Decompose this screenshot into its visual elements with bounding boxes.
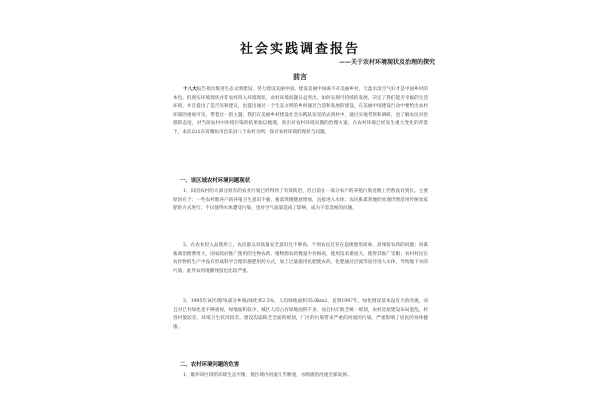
preface-paragraph: [173, 86, 428, 138]
paragraph-2: 2、在农业投入品使用上，农民群众对质量安全意识还不够高，个别农民还存在违规使用高毒、高残留农药的问题；肉禽畜禽治理费用大，国家政府推广使用的生物农药、植物源农药数量少价格高，使用技术难度大，使得其推广受限；农村村民在农作物的生产中没有形成科学合理的施肥用药方式，加上过量施用化肥使农药、化肥通过径流等途径进入水体，导致地下水的污染，此外农用地膜残留也比较严重。: [173, 243, 428, 274]
document-page: [165, 0, 435, 400]
preface-lead: 十八大: [183, 87, 197, 92]
preface-text: 报告指出推进生态文明建设，努力建设美丽中国。建设美丽中国离不开美丽乡村，天蓝水清空气好才是中国乡村的本色。但现实环境现状并非农村四入环境现状。农村环境问题日益突出，如何实现可持续的发展，决定了我们能否幸福的生活环境，并且提出了是否见和建议，也提出通过一个生态文明的乡村通过合适和发展的建设，在美丽中国建设行动中要给出农村环境的重视可见，带着这一的主题，我们在美丽乡村建设社会实践队伍里的去到村中，通过实地考察和调研，也了解农民对治理的态度，对当前农村中环境污染的结果加以梳理，查出对农村环境问题的治理方案，在农村环境已经发生重大变化的背景下，本次以山东省潍坊市昌乐县八个农村为例，探讨农村环境的现状与问题。: [173, 87, 428, 135]
preface-heading: 前言: [293, 72, 307, 81]
paragraph-1: 1、田园农村的大部分原有的农业污染已经得到了有效防治，但目前在一部分农户的养殖污染处理上仍然没有到位。主要原因在于：一些农村散养户的养殖卫生意识不强，畜禽粪便随意堆放，直接进入水体；农民畜禽粪便的处理仍然沿用传统农家肥的方式进行，不仅使得水体遭受污染，也对空气质量造成了影响，成为不容忽视的问题。: [173, 189, 428, 212]
section-1-heading: 一、该区域农村环境问题现状: [180, 178, 251, 184]
report-subtitle: ——关于农村环境现状及治理的探究: [338, 59, 435, 66]
report-title: 社会实践调查报告: [239, 42, 360, 57]
paragraph-3: 3、1995年该区域四(部分乡镇)绿化率2.5%，人均绿地面积35.0km2，直到1997年，绿化情况基本没有大的改观，而且对已有绿化也不够重视，绿地面积较少，城区人均占有绿地面积不多，而且村庄缺乏统一规划，农村房屋建设布局混乱，村容村貌较差，环境卫生状况较差。建设沟渠缺乏全面的规划，厂区的污染带来严重的河流的污染，严重影响了居民的身体健康。: [173, 299, 428, 330]
section-2-heading: 二、农村环境问题的危害: [180, 362, 240, 368]
paragraph-4: 1、破坏该区域的环境生态平衡，使区域内河流几乎断流，水断流的河流全部臭掉。: [183, 373, 352, 378]
